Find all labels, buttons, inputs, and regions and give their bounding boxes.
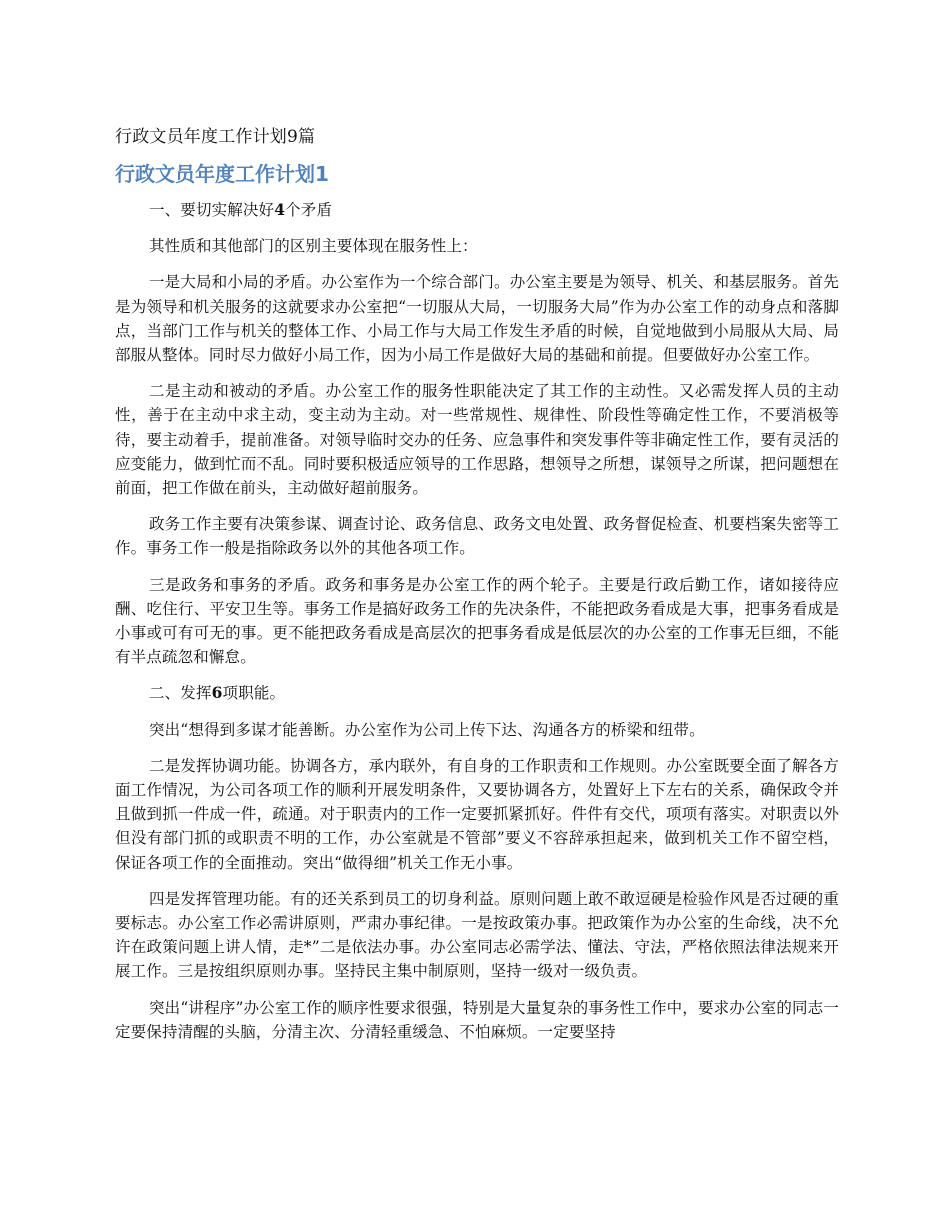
paragraph-text: 项职能。 (222, 684, 286, 703)
paragraph-6: 三是政务和事务的矛盾。政务和事务是办公室工作的两个轮子。主要是行政后勤工作，诸如接待应酬、吃住行、平安卫生等。事务工作是搞好政务工作的先决条件，不能把政务看成是大事，把事务看成是小事或可有可无的事。更不能把政务看成是高层次的把事务看成是低层次的办公室的工作事无巨细，不能有半点疏忽和懈怠。 (115, 575, 839, 667)
paragraph-11: 突出“讲程序”办公室工作的顺序性要求很强，特别是大量复杂的事务性工作中，要求办公室的同志一定要保持清醒的头脑，分清主次、分清轻重缓急、不怕麻烦。一定要坚持 (115, 998, 839, 1041)
paragraph-7 (115, 681, 839, 705)
paragraph-8: 突出“想得到多谋才能善断。办公室作为公司上传下达、沟通各方的桥梁和纽带。 (149, 720, 705, 739)
paragraph-text: 个矛盾 (285, 201, 333, 219)
section-heading: 行政文员年度工作计划1 (115, 162, 329, 186)
paragraph-5: 政务工作主要有决策参谋、调查讨论、政务信息、政务文电处置、政务督促检查、机要档案失密等工作。事务工作一般是指除政务以外的其他各项工作。 (115, 515, 839, 558)
document-title: 行政文员年度工作计划9篇 (115, 127, 316, 147)
document-body (115, 124, 839, 1056)
paragraph-text: 二、发挥 (149, 684, 212, 703)
paragraph-1 (115, 198, 839, 222)
paragraph-2: 其性质和其他部门的区别主要体现在服务性上： (149, 237, 478, 256)
paragraph-4: 二是主动和被动的矛盾。办公室工作的服务性职能决定了其工作的主动性。又必需发挥人员的主动性，善于在主动中求主动，变主动为主动。对一些常规性、规律性、阶段性等确定性工作，不要消极等待，要主动着手，提前准备。对领导临时交办的任务、应急事件和突发事件等非确定性工作，要有灵活的应变能力，做到忙而不乱。同时要积极适应领导的工作思路，想领导之所想，谋领导之所谋，把问题想在前面，把工作做在前头，主动做好超前服务。 (115, 382, 839, 498)
count-number: 6 (211, 683, 223, 703)
paragraph-10: 四是发挥管理功能。有的还关系到员工的切身利益。原则问题上敢不敢逗硬是检验作风是否过硬的重要标志。办公室工作必需讲原则，严肃办事纪律。一是按政策办事。把政策作为办公室的生命线，决不允许在政策问题上讲人情，走*”二是依法办事。办公室同志必需学法、懂法、守法，严格依照法律法规来开展工作。三是按组织原则办事。坚持民主集中制原则，坚持一级对一级负责。 (115, 889, 839, 981)
paragraph-3: 一是大局和小局的矛盾。办公室作为一个综合部门。办公室主要是为领导、机关、和基层服务。首先是为领导和机关服务的这就要求办公室把“一切服从大局，一切服务大局”作为办公室工作的动身点和落脚点，当部门工作与机关的整体工作、小局工作与大局工作发生矛盾的时候，自觉地做到小局服从大局、局部服从整体。同时尽力做好小局工作，因为小局工作是做好大局的基础和前提。但要做好办公室工作。 (115, 273, 839, 365)
paragraph-9: 二是发挥协调功能。协调各方，承内联外，有自身的工作职责和工作规则。办公室既要全面了解各方面工作情况，为公司各项工作的顺利开展发明条件，又要协调各方，处置好上下左右的关系，确保政令并且做到抓一件成一件，疏通。对于职责内的工作一定要抓紧抓好。件件有交代，项项有落实。对职责以外但没有部门抓的或职责不明的工作，办公室就是不管部”要义不容辞承担起来，做到机关工作不留空档，保证各项工作的全面推动。突出“做得细”机关工作无小事。 (115, 756, 839, 872)
count-number: 4 (274, 200, 286, 219)
paragraph-text: 一、要切实解决好 (149, 201, 275, 219)
